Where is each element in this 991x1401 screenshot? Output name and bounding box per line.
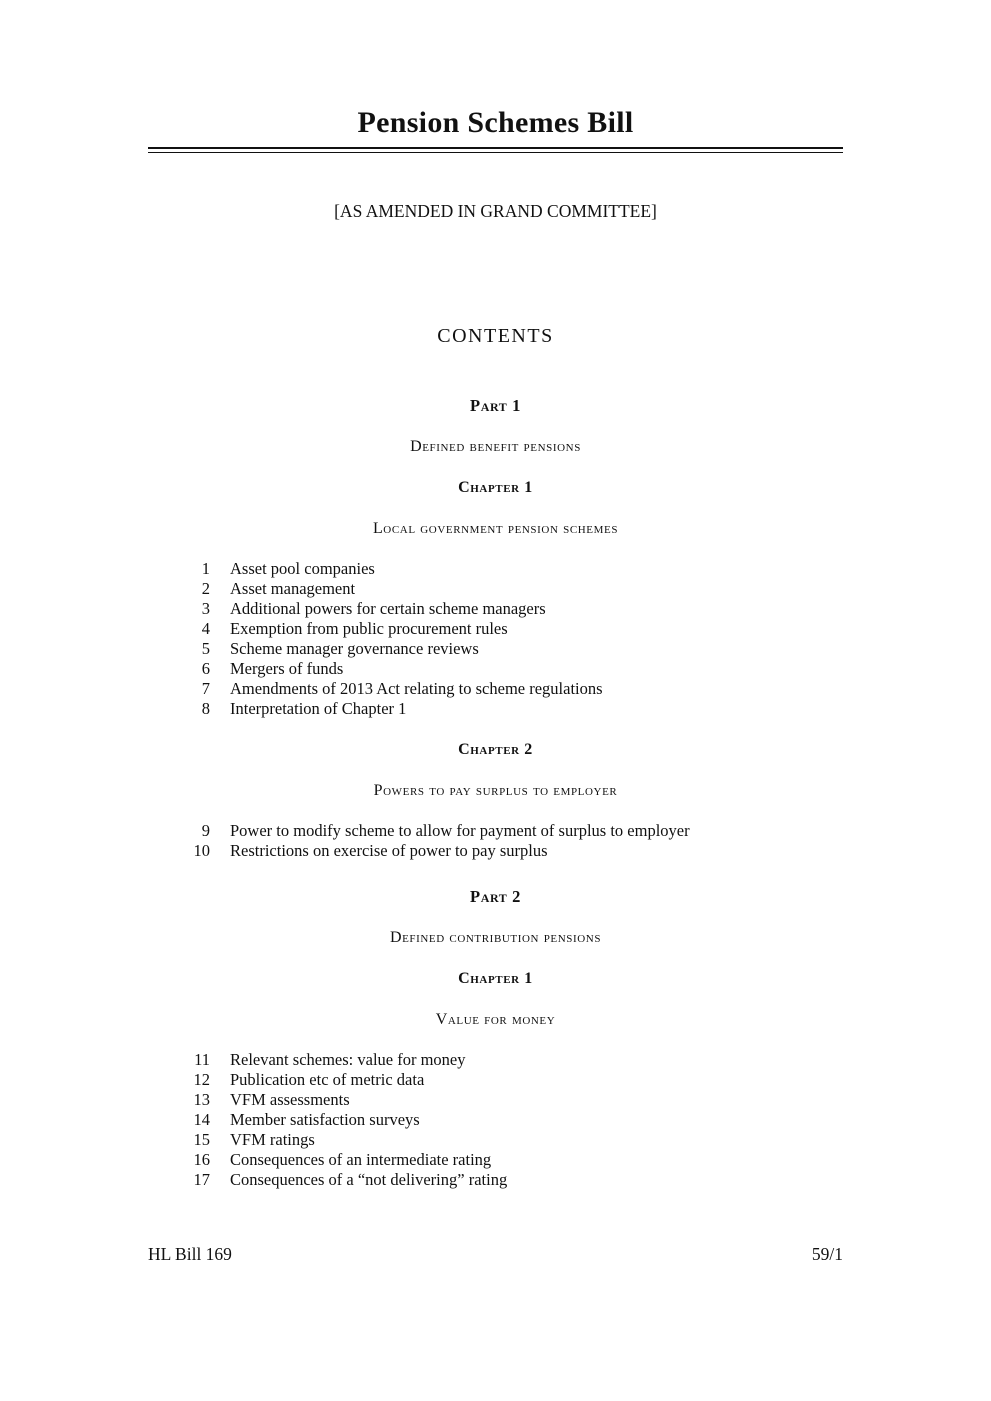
- clause-title: Asset management: [230, 579, 356, 598]
- clause-title: Power to modify scheme to allow for payment of surplus to employer: [230, 821, 690, 840]
- clause-title: Exemption from public procurement rules: [230, 619, 508, 638]
- bill-title: Pension Schemes Bill: [357, 106, 634, 139]
- toc-entry: [148, 1130, 843, 1150]
- clause-number: 8: [201, 699, 210, 718]
- toc-entry: [148, 1150, 843, 1170]
- clause-number: 2: [201, 579, 210, 598]
- clause-number: 14: [193, 1110, 210, 1129]
- toc-chapter-heading: Chapter 2: [458, 741, 533, 758]
- clause-title: Asset pool companies: [230, 559, 375, 578]
- toc-entry: [148, 659, 843, 679]
- toc-entry-group: [148, 821, 843, 861]
- toc-chapter-heading: Chapter 1: [458, 479, 533, 496]
- toc-entry-group: [148, 559, 843, 719]
- toc-entry: [148, 1110, 843, 1130]
- clause-number: 11: [194, 1050, 210, 1069]
- table-of-contents: [148, 396, 843, 1190]
- page-footer: [148, 1244, 843, 1265]
- toc-entry: [148, 699, 843, 719]
- amendment-note: [AS AMENDED IN GRAND COMMITTEE]: [334, 201, 657, 221]
- clause-number: 13: [193, 1090, 210, 1109]
- toc-part-heading: Part 1: [470, 396, 521, 415]
- clause-title: Relevant schemes: value for money: [230, 1050, 466, 1069]
- toc-entry: [148, 841, 843, 861]
- toc-entry: [148, 821, 843, 841]
- toc-entry-group: [148, 1050, 843, 1190]
- clause-title: Mergers of funds: [230, 659, 344, 678]
- toc-subtitle-heading: Defined contribution pensions: [389, 929, 602, 946]
- toc-entry: [148, 1050, 843, 1070]
- clause-title: VFM ratings: [230, 1130, 315, 1149]
- toc-entry: [148, 679, 843, 699]
- clause-number: 7: [201, 679, 210, 698]
- toc-subtitle-heading: Value for money: [435, 1011, 556, 1028]
- clause-title: Additional powers for certain scheme managers: [230, 599, 546, 618]
- toc-chapter-heading: Chapter 1: [458, 970, 533, 987]
- toc-subtitle-heading: Defined benefit pensions: [410, 438, 581, 455]
- clause-number: 16: [193, 1150, 210, 1169]
- clause-number: 15: [193, 1130, 210, 1149]
- title-double-rule: [148, 147, 843, 153]
- toc-entry: [148, 1170, 843, 1190]
- toc-entry: [148, 1090, 843, 1110]
- toc-entry: [148, 619, 843, 639]
- clause-number: 4: [201, 619, 210, 638]
- clause-title: Restrictions on exercise of power to pay surplus: [230, 841, 548, 860]
- toc-entry: [148, 579, 843, 599]
- clause-title: Amendments of 2013 Act relating to scheme regulations: [230, 679, 603, 698]
- clause-title: Interpretation of Chapter 1: [230, 699, 407, 718]
- toc-subtitle-heading: Powers to pay surplus to employer: [373, 782, 618, 799]
- clause-title: Consequences of an intermediate rating: [230, 1150, 492, 1169]
- clause-number: 1: [201, 559, 210, 578]
- clause-title: Publication etc of metric data: [230, 1070, 425, 1089]
- bill-print-number: HL Bill 169: [148, 1244, 232, 1264]
- clause-number: 5: [201, 639, 210, 658]
- clause-number: 12: [193, 1070, 210, 1089]
- clause-title: Member satisfaction surveys: [230, 1110, 420, 1129]
- clause-number: 6: [201, 659, 210, 678]
- clause-number: 9: [201, 821, 210, 840]
- clause-title: Consequences of a “not delivering” rating: [230, 1170, 508, 1189]
- clause-number: 10: [193, 841, 210, 860]
- contents-heading: CONTENTS: [437, 325, 554, 347]
- clause-title: Scheme manager governance reviews: [230, 639, 479, 658]
- toc-subtitle-heading: Local government pension schemes: [372, 520, 619, 537]
- toc-entry: [148, 599, 843, 619]
- clause-number: 3: [201, 599, 210, 618]
- clause-title: VFM assessments: [230, 1090, 350, 1109]
- clause-number: 17: [193, 1170, 210, 1189]
- toc-entry: [148, 559, 843, 579]
- session-number: 59/1: [811, 1244, 843, 1264]
- toc-entry: [148, 1070, 843, 1090]
- toc-part-heading: Part 2: [470, 887, 521, 906]
- toc-entry: [148, 639, 843, 659]
